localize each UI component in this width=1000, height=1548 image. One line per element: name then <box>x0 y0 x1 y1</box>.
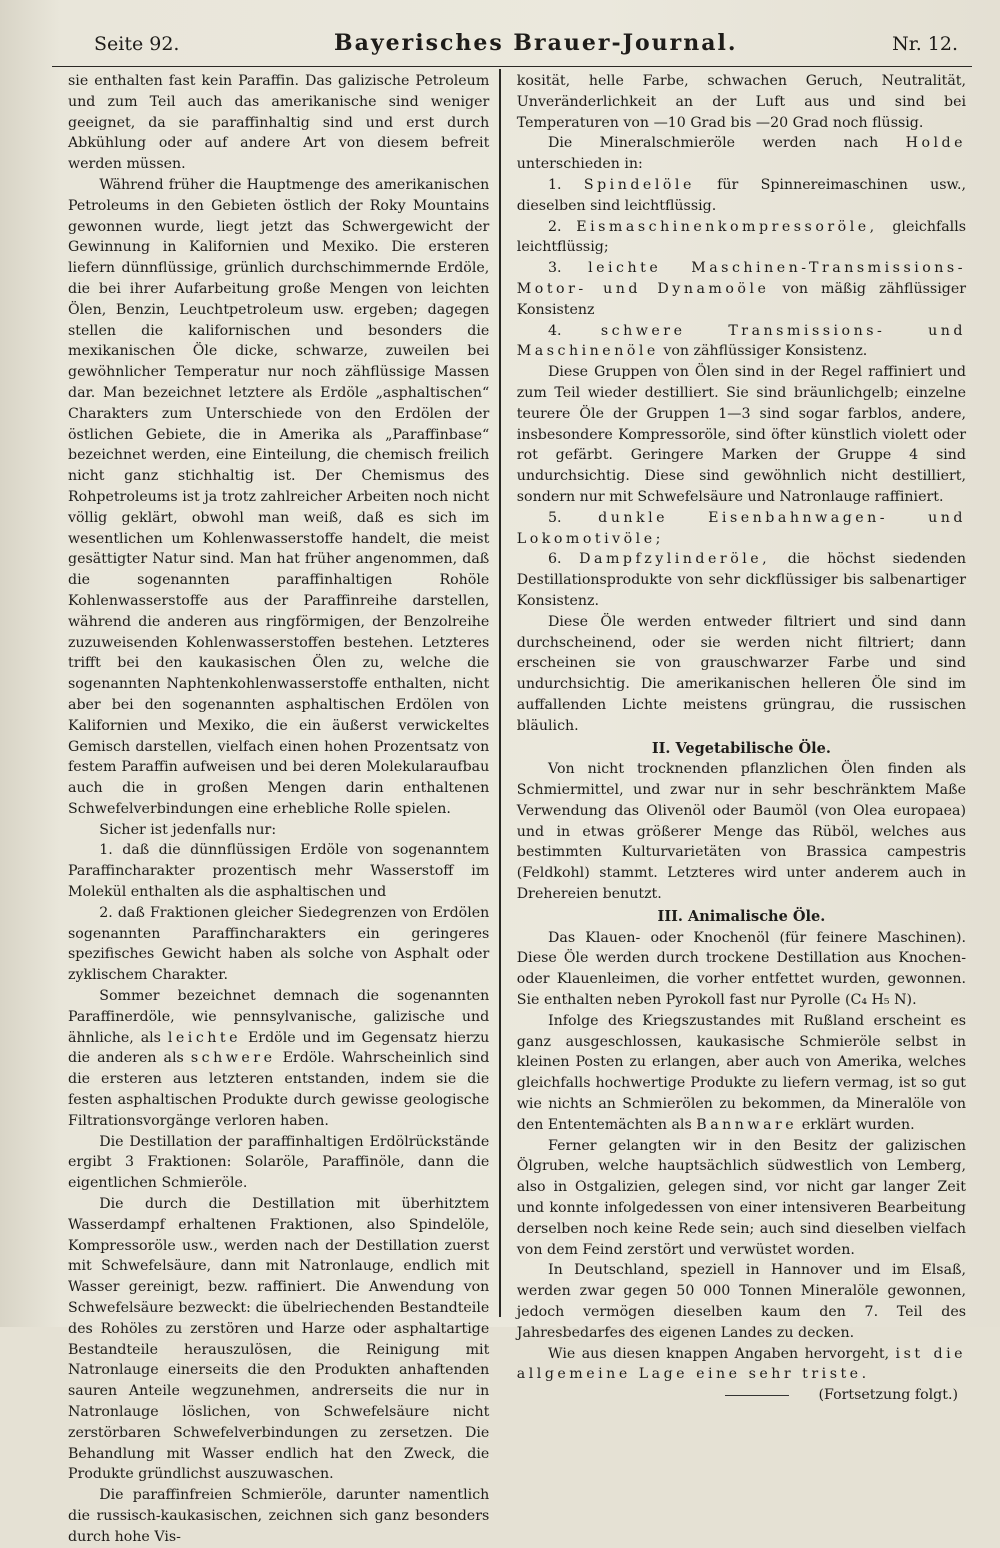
left-column <box>52 67 499 1545</box>
paragraph <box>68 986 489 1132</box>
list-item: 2. daß Fraktionen gleicher Siedegrenzen von Erdölen sogenannten Paraffincharakters ein geringeres spezifisches Gewicht haben als solche von Asphalt oder zyklischem Charakter. <box>68 904 490 984</box>
list-item <box>517 258 966 320</box>
spaced-term: dunkle Eisenbahnwagen- und Lokomotivöle; <box>516 509 967 547</box>
paragraph: Diese Öle werden entweder filtriert und sind dann durchscheinend, oder sie werden nicht filtriert; dann erscheinen sie von grauschwarzer Farbe und sind undurchsichtig. Die amerikanischen helleren Öle sind im auffallenden Lichte meistens grüngrau, die russischen bläulich. <box>516 613 967 734</box>
spaced-term: Eismaschinenkompressoröle, <box>576 218 878 235</box>
text-run: Infolge des Kriegszustandes mit Rußland erscheint es ganz ausgeschlossen, kaukasische Schmieröle selbst in kleinen Posten zu erlangen, aber auch von Amerika, welches gleichfalls hochwertige Produkte zu liefern vermag, ist so gut wie nichts an Schmierölen zu bekommen, da Mineralöle von den Ententemächten als <box>516 1012 967 1133</box>
list-item <box>517 217 966 259</box>
item-number: 5. <box>548 509 562 526</box>
paragraph: Von nicht trocknenden pflanzlichen Ölen finden als Schmiermittel, und zwar nur in sehr beschränktem Maße Verwendung das Olivenöl oder Baumöl (von Olea europaea) und in etwas größerer Menge das Rüböl, welches aus bestimmten Kulturvarietäten von Brassica campestris (Feldkohl) stammt. Letzteres wird unter anderem auch in Drehereien benutzt. <box>516 761 967 903</box>
item-number: 3. <box>548 260 562 277</box>
journal-title: Bayerisches Brauer-Journal. <box>334 30 738 56</box>
spaced-term: Dampfzylinderöle, <box>579 551 771 568</box>
spaced-term: Holde <box>905 135 967 152</box>
paragraph: Diese Gruppen von Ölen sind in der Regel raffiniert und zum Teil wieder destilliert. Sie sind bräunlichgelb; einzelne teurere Öle der Gruppen 1—3 sind sogar farblos, andere, insbesondere Kompressoröle, sind öfter künstlich violett oder rot gefärbt. Geringere Marken der Gruppe 4 sind undurchsichtig. Diese sind gewöhnlich nicht destilliert, sondern nur mit Schwefelsäure und Natronlauge raffiniert. <box>516 364 967 505</box>
section-heading: III. Animalische Öle. <box>657 907 826 925</box>
paragraph: kosität, helle Farbe, schwachen Geruch, Neutralität, Unveränderlichkeit an der Luft aus und sind bei Temperaturen von —10 Grad bis —20 Grad noch flüssig. <box>516 73 967 131</box>
paragraph: Ferner gelangten wir in den Besitz der galizischen Ölgruben, welche hauptsächlich südwestlich von Lemberg, also in Ostgalizien, gelegen sind, vor nicht gar langer Zeit und konnte infolgedessen von einer intensiveren Bearbeitung derselben noch keine Rede sein; auch sind dieselben vielfach von dem Feind zerstört und verwüstet worden. <box>516 1137 967 1258</box>
text-run: unterschieden in: <box>516 156 643 173</box>
page-header <box>52 30 972 67</box>
spaced-term: ist die allgemeine Lage eine sehr triste. <box>516 1345 967 1383</box>
text-columns <box>52 67 972 1545</box>
spaced-term: Bannware <box>696 1116 798 1133</box>
list-item <box>517 175 966 217</box>
section-heading: II. Vegetabilische Öle. <box>651 739 831 757</box>
list-item: 1. daß die dünnflüssigen Erdöle von sogenanntem Paraffincharakter prozentisch mehr Wasserstoff im Molekül enthalten als die asphaltischen und <box>68 842 490 901</box>
paragraph <box>517 1011 966 1136</box>
item-number: 6. <box>548 551 562 568</box>
text-run: von zähflüssiger Konsistenz. <box>663 343 868 360</box>
paragraph: sie enthalten fast kein Paraffin. Das galizische Petroleum und zum Teil auch das amerikanische sind weniger geeignet, da sie paraffinhaltig sind und erst durch Abkühlung oder auf andere Art von diesem befreit werden müssen. <box>68 73 490 173</box>
paragraph: Die Destillation der paraffinhaltigen Erdölrückstände ergibt 3 Fraktionen: Solaröle, Paraffinöle, dann die eigentlichen Schmieröle. <box>68 1133 490 1192</box>
text-run: Erdöle. Wahrscheinlich sind die ersteren aus letzteren entstanden, indem sie die festen asphaltischen Produkte durch gewisse geologische Filtrationsvorgänge verloren haben. <box>68 1050 490 1129</box>
paragraph: Das Klauen- oder Knochenöl (für feinere Maschinen). Diese Öle werden durch trockene Destillation aus Knochen- oder Klauenleimen, die vorher entfettet wurden, gewonnen. Sie enthalten neben Pyrokoll fast nur Pyrolle (C₄ H₅ N). <box>516 929 967 1009</box>
text-run: Die Mineralschmieröle werden nach <box>548 135 879 152</box>
continuation-note <box>517 1385 966 1406</box>
list-item <box>517 321 966 363</box>
continuation-text: (Fortsetzung folgt.) <box>818 1387 959 1404</box>
paragraph: Sicher ist jedenfalls nur: <box>99 821 277 838</box>
paragraph <box>517 133 966 175</box>
text-run: für Spinnereimaschinen usw., dieselben sind leichtflüssig. <box>516 176 967 214</box>
divider-line <box>725 1395 789 1396</box>
text-run: die höchst siedenden Destillationsprodukte von sehr dickflüssiger bis salbenartiger Konsistenz. <box>516 551 967 609</box>
spaced-term: leichte Maschinen-Transmissions-Motor- und Dynamoöle <box>516 260 967 297</box>
issue-number: Nr. 12. <box>892 33 958 55</box>
spaced-term: schwere <box>190 1050 276 1067</box>
item-number: 4. <box>548 322 562 339</box>
spaced-term: schwere Transmissions- und Maschinenöle <box>516 322 966 360</box>
paragraph: Die paraffinfreien Schmieröle, darunter namentlich die russisch-kaukasischen, zeichnen sich ganz besonders durch hohe Vis- <box>68 1487 490 1545</box>
spaced-term: leichte <box>167 1029 242 1046</box>
paragraph <box>517 1344 966 1386</box>
page-number: Seite 92. <box>94 33 180 55</box>
text-run: Sommer bezeichnet demnach die sogenannten Paraffinerdöle, wie pennsylvanische, galizische und ähnliche, als <box>68 988 490 1046</box>
paragraph: In Deutschland, speziell in Hannover und im Elsaß, werden zwar gegen 50 000 Tonnen Mineralöle gewonnen, jedoch vermögen dieselben kaum den 7. Teil des Jahresbedarfes des eigenen Landes zu decken. <box>516 1262 967 1341</box>
paragraph: Die durch die Destillation mit überhitztem Wasserdampf erhaltenen Fraktionen, also Spindelöle, Kompressoröle usw., werden nach der Destillation zuerst mit Schwefelsäure, dann mit Natronlauge, endlich mit Wasser gereinigt, bezw. raffiniert. Die Anwendung von Schwefelsäure bezweckt: die übelriechenden Bestandteile des Rohöles zu zerstören und Harze oder asphaltartige Bestandteile herauszulösen, die Reinigung mit Natronlauge einerseits die den Produkten anhaftenden sauren Anteile wegzunehmen, andrerseits die nur in Natronlauge löslichen, von Schwefelsäure nicht zerstörbaren Schwefelverbindungen zu zersetzen. Die Behandlung mit Wasser endlich hat den Zweck, die Produkte gründlichst auszuwaschen. <box>68 1196 490 1483</box>
paragraph: Während früher die Hauptmenge des amerikanischen Petroleums in den Gebieten östlich der Roky Mountains gewonnen wurde, liegt jetzt das Schwergewicht der Gewinnung in Kalifornien und Mexiko. Die ersteren liefern dünnflüssige, grünlich durchschimmernde Erdöle, die bei ihrer Aufarbeitung große Mengen von leichten Ölen, Benzin, Leuchtpetroleum usw. ergeben; dagegen stellen die kalifornischen und besonders die mexikanischen Öle dicke, schwarze, zuweilen bei gewöhnlicher Temperatur nur noch zähflüssige Massen dar. Man bezeichnet letztere als Erdöle „asphaltischen“ Charakters zum Unterschiede von den Erdölen der östlichen Gebiete, die in Amerika als „Paraffinbase“ bezeichnet werden, eine Einteilung, die chemisch freilich nicht ganz stichhaltig ist. Der Chemismus des Rohpetroleums ist ja trotz zahlreicher Arbeiten noch nicht völlig geklärt, obwohl man weiß, daß es sich im wesentlichen um Kohlenwasserstoffe handelt, die meist gesättigter Natur sind. Man hat früher angenommen, daß die sogenannten paraffinhaltigen Rohöle Kohlenwasserstoffe aus der Paraffinreihe darstellen, während die anderen aus ringförmigen, der Benzolreihe zuzuweisenden Kohlenwasserstoffen bestehen. Letzteres trifft bei den kaukasischen Ölen zu, welche die sogenannten Naphtenkohlenwasserstoffe enthalten, nicht aber bei den sogenannten asphaltischen Erdölen von Kalifornien und Mexiko, die ein äußerst verwickeltes Gemisch darstellen, vielfach einen hohen Prozentsatz von festem Paraffin aufweisen und bei deren Molekularaufbau auch die in großen Mengen darin enthaltenen Schwefelverbindungen eine erhebliche Rolle spielen. <box>68 176 490 817</box>
text-run: von mäßig zähflüssiger Konsistenz <box>516 280 966 318</box>
list-item <box>517 549 966 611</box>
list-item <box>517 508 966 550</box>
item-number: 1. <box>548 176 562 193</box>
text-run: Erdöle und im Gegensatz hierzu die anderen als <box>68 1029 490 1067</box>
text-run: erklärt wurden. <box>801 1116 915 1133</box>
text-run: gleichfalls leichtflüssig; <box>516 218 967 256</box>
right-column <box>501 67 972 1404</box>
spaced-term: Spindelöle <box>583 176 695 193</box>
item-number: 2. <box>548 218 562 235</box>
text-run: Wie aus diesen knappen Angaben hervorgeht, <box>548 1345 890 1362</box>
